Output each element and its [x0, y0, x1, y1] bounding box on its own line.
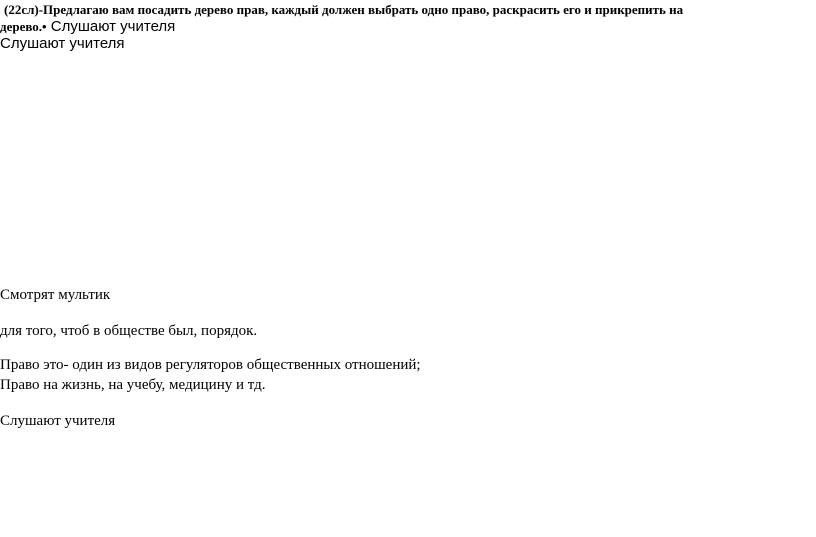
rights-examples-line: Право на жизнь, на учебу, медицину и тд. [0, 377, 266, 393]
heading-line-1: (22сл)-Предлагаю вам посадить дерево прав, каждый должен выбрать одно право, раскрасить его и прикрепить на [4, 2, 684, 17]
order-in-society-line: для того, чтоб в обществе был, порядок. [0, 323, 258, 339]
watch-cartoon-line: Смотрят мультик [0, 287, 111, 303]
law-definition-line: Право это- один из видов регуляторов общественных отношений; [0, 357, 421, 373]
heading-line-2 [0, 18, 175, 36]
bullet-icon: • [42, 19, 47, 34]
listen-teacher-line-2: Слушают учителя [0, 413, 116, 429]
listen-teacher-line: Слушают учителя [0, 35, 125, 52]
heading-line-2-bold: дерево. [0, 19, 43, 34]
heading-line-2-text: Слушают учителя [46, 18, 176, 35]
